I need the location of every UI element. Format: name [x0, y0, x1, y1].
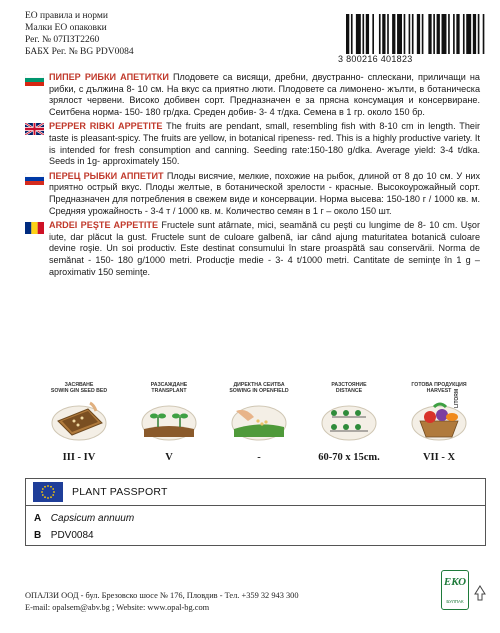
description-text: Fructele sunt atârnate, mici, seamănă cu peşti cu lungime de 8- 10 cm. Uşor iute, dar plăcut la gust. Fructele sunt de culoare galbenă, iar când ajung maturitatea botanică culoare devine roşie. Un soi productiv. Este destinat consumului în stare proaspătă sau conservării. Norma de semănat - 150- 180 g/1000 metri. Producţie medie - 3- 4 t/1000 metri. Cantitate de seminţe în 1 g – aproximativ 150 seminţe. [49, 220, 480, 277]
calendar-label: ГОТОВА ПРОДУКЦИЯ HARVEST [411, 382, 467, 395]
plant-passport-header [26, 479, 485, 506]
registration-line: Малки ЕО опаковки [25, 23, 107, 33]
russia-flag-icon [25, 173, 44, 185]
barcode-bars-icon [346, 14, 486, 54]
plant-passport [25, 478, 486, 546]
description-title: ПЕРЕЦ РЫБКИ АППЕТИТ [49, 170, 164, 181]
eko-logo [441, 570, 469, 610]
plant-passport-title: PLANT PASSPORT [72, 486, 168, 498]
description-en [25, 121, 480, 167]
calendar-direct-sowing [219, 382, 299, 463]
direct-sowing-icon [230, 397, 288, 441]
bulgaria-flag-icon [25, 74, 44, 86]
description-title: PEPPER RIBKI APPETITE [49, 121, 163, 132]
calendar-value: - [257, 452, 261, 463]
registration-code: PDV0084 [50, 530, 94, 541]
calendar-value: III - IV [62, 452, 96, 463]
calendar-value: V [165, 452, 173, 463]
eu-flag-icon [33, 482, 63, 502]
registration-line: БАБХ Рег. № BG PDV0084 [25, 47, 134, 57]
barcode [336, 10, 488, 66]
eko-logo-text: ЕКО [443, 576, 467, 588]
transplant-seedlings-icon [140, 397, 198, 441]
description-text: Плоды висячие, мелкие, похожие на рыбок, длиной от 8 до 10 см. У них приятно острый вкус. Плоды желтые, в ботанической зрелости - красные. Высокоурожайный сорт. Предназначен для потребления в свежем виде и консервации. Норма высева: 150-180 г / 1000 кв. м. Средняя урожайность - 3-4 т / 1000 кв. м. Количество семян в 1 г – около 150 шт. [49, 170, 480, 216]
company-contacts: E-mail: opalsem@abv.bg ; Website: www.opal-bg.com [25, 603, 210, 612]
registration-line: ЕО правила и норми [25, 11, 108, 21]
calendar-side-label: LITORM [454, 388, 460, 408]
footer [25, 590, 299, 614]
header [25, 10, 485, 66]
calendar-value: 60-70 x 15cm. [318, 452, 380, 463]
uk-flag-icon [25, 123, 44, 135]
description-title: ARDEI PEŞTE APPETITE [49, 220, 159, 231]
growing-calendar [25, 382, 485, 468]
plant-passport-key: B [34, 530, 42, 541]
company-address: ОПАЛЗИ ООД - бул. Брезовско шосе № 176, Пловдив - Тел. +359 32 943 300 [25, 591, 299, 600]
recycle-icon [472, 584, 488, 604]
seed-tray-icon [50, 397, 108, 441]
plant-passport-row-a [34, 513, 134, 524]
description-ru [25, 171, 480, 217]
registration-info [25, 10, 134, 58]
eko-logo-sub: БУЛПАК [446, 599, 464, 604]
plant-passport-row-b [34, 530, 94, 541]
calendar-label: РАЗСАЖДАНЕ TRANSPLANT [150, 382, 188, 395]
calendar-label: ДИРЕКТНА СЕИТБА SOWING IN OPENFIELD [229, 382, 289, 395]
descriptions [25, 72, 480, 281]
calendar-sowing-seed-bed [39, 382, 119, 463]
calendar-harvest [399, 382, 479, 463]
romania-flag-icon [25, 222, 44, 234]
calendar-label: РАЗСТОЯНИЕ DISTANCE [331, 382, 367, 395]
barcode-number: 3 800216 401823 [338, 54, 413, 64]
plant-passport-key: A [34, 513, 42, 524]
botanical-name: Capsicum annuum [50, 513, 135, 524]
calendar-transplant [129, 382, 209, 463]
description-bg [25, 72, 480, 118]
plant-spacing-icon [320, 397, 378, 441]
description-text: The fruits are pendant, small, resembling fish with 8-10 cm in length. Their taste is pleasant-spicy. The fruits are yellow, in botanical ripeness- red. This is a highly productive variety. It is intended for fresh consumption and canning. Seeding rate:150-180 g/dka. Average yield: 3-4 t/dka. Seeds in 1g- approximately 150. [49, 121, 480, 167]
registration-line: Рег. № 07ПЗТ2260 [25, 35, 100, 45]
description-text: Плодовете са висящи, дребни, двустранно- сплескани, приличащи на рибки, с дължина 8- 10 см. На вкус са приятно люти. Плодовете са лимонено- жълти, в ботаническа зрялост червени. Високо добивен сорт. Предназначен е за прясна консумация и консервиране. Сеитбена норма- 150- 180 гр/дка. Среден добив- 3- 4 т/дка. Семена в 1 гр. около 150 бр. [49, 72, 480, 117]
calendar-label: ЗАСЯВАНЕ SOWIN GIN SEED BED [50, 382, 108, 395]
calendar-distance [309, 382, 389, 463]
description-title: ПИПЕР РИБКИ АПЕТИТКИ [49, 72, 169, 82]
description-ro [25, 220, 480, 278]
calendar-value: VII - X [422, 452, 456, 463]
